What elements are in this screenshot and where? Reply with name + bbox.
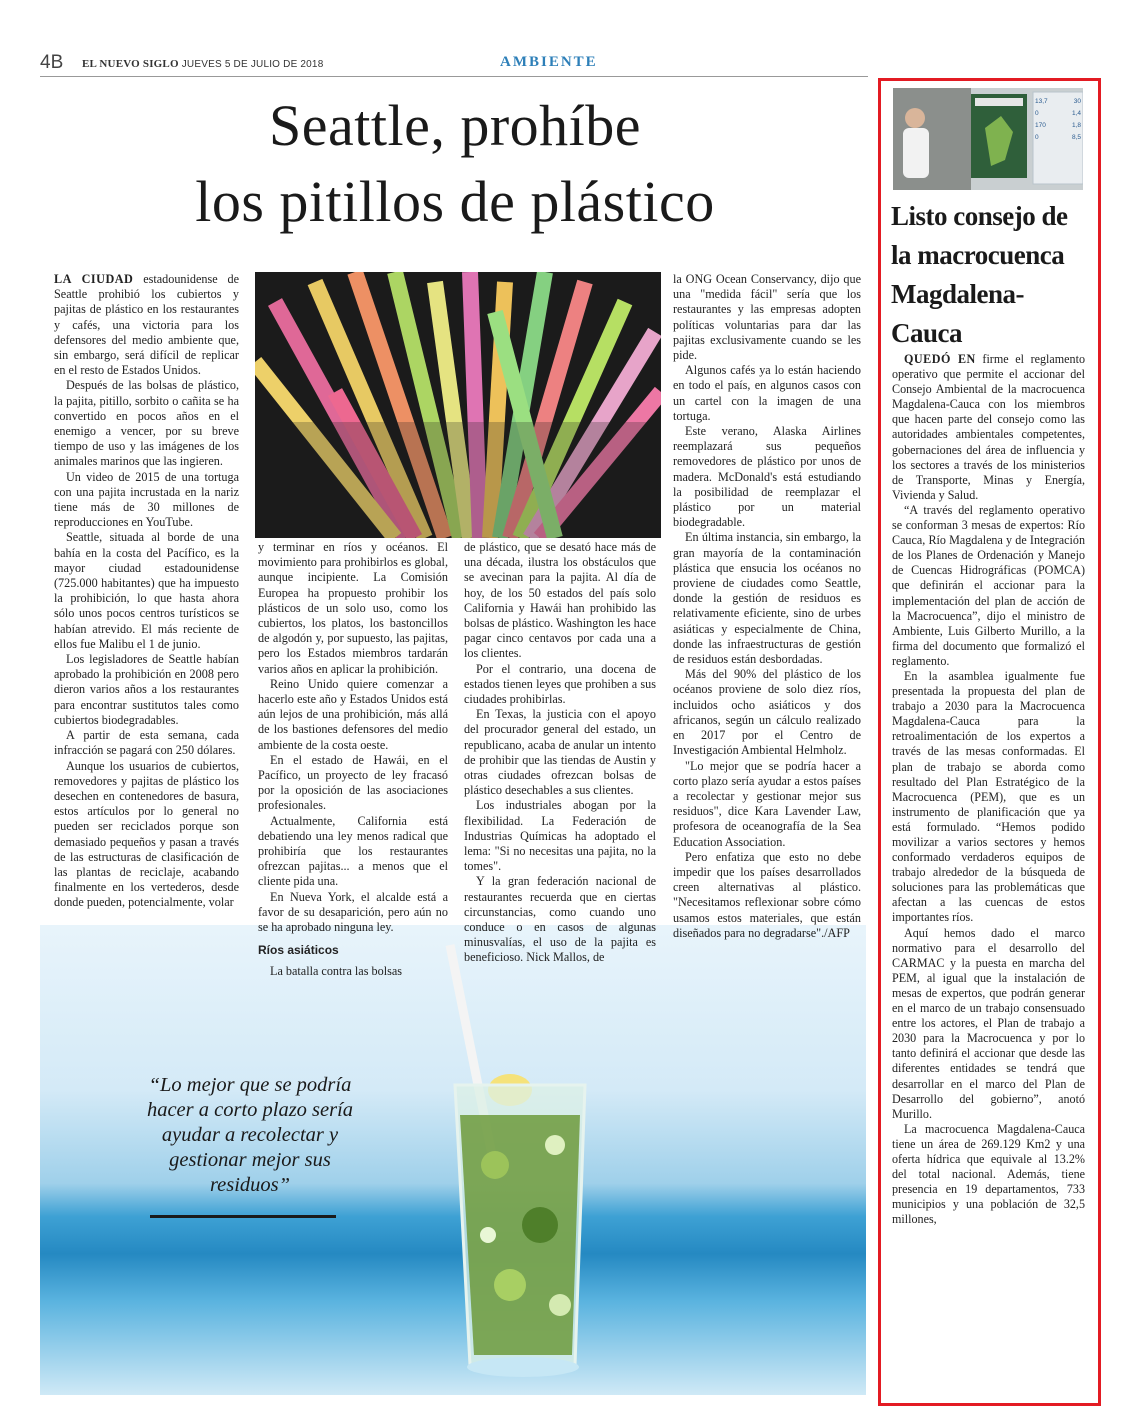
- masthead-rule: [40, 76, 868, 77]
- sidebar-lead-word: QUEDÓ EN: [904, 352, 976, 366]
- article-paragraph: Este verano, Alaska Airlines reemplazará sus pequeños removedores de plástico por unos de madera. McDonald's está estudiando la posibilidad de reemplazar el plástico por un material biodegradable.: [673, 424, 861, 530]
- article-paragraph: Un video de 2015 de una tortuga con una pajita incrustada en la nariz tiene más de 30 millones de reproducciones en YouTube.: [54, 469, 239, 530]
- article-paragraph: En Texas, la justicia con el apoyo del procurador general del estado, un republicano, acaba de anular un intento de prohibir que las tiendas de Austin y otras ciudades ofrezcan bolsas de plástico desechables a sus clientes.: [464, 707, 656, 798]
- article-paragraph: "Lo mejor que se podría hacer a corto plazo sería ayudar a estos países a recolectar y gestionar mejor sus residuos", dice Kara Lavender Law, profesora de oceanografía de la Sea Education Association.: [673, 758, 861, 849]
- article-column-2: [258, 540, 448, 980]
- headline-line-2: los pitillos de plástico: [195, 169, 715, 234]
- article-paragraph: Los legisladores de Seattle habían aprobado la prohibición en 2008 pero dieron varios años a los restaurantes para encontrar sustitutos tales como cubiertos biodegradables.: [54, 652, 239, 727]
- article-paragraph: Seattle, situada al borde de una bahía en la costa del Pacífico, es la mayor ciudad estadounidense (725.000 habitantes) que ha impuesto la prohibición, lo que hasta ahora sólo unos pocos centros turísticos se habían atrevido. El más reciente de ellos fue Malibu el 1 de junio.: [54, 530, 239, 651]
- photo-screen-row: 0 8,5: [1035, 134, 1081, 141]
- masthead: [40, 52, 1100, 74]
- article-paragraph: En el estado de Hawái, en el Pacífico, un proyecto de ley fracasó por la oposición de las asociaciones profesionales.: [258, 752, 448, 813]
- page-number: 4B: [40, 52, 64, 73]
- article-paragraph: Después de las bolsas de plástico, la pajita, pitillo, sorbito o cañita se ha convertido en pocos años en el enemigo a vencer, por su breve tiempo de uso y las imágenes de los animales marinos que las ingieren.: [54, 378, 239, 469]
- article-paragraph: la ONG Ocean Conservancy, dijo que una "medida fácil" sería que los restaurantes y las empresas adopten políticas voluntarias para dar las pajitas exclusivamente cuando se les pide.: [673, 272, 861, 363]
- photo-screen-row: 170 1,8: [1035, 122, 1081, 129]
- sidebar-body: [892, 352, 1085, 1227]
- article-paragraph: y terminar en ríos y océanos. El movimiento para prohibirlos es global, aunque incipiente. La Comisión Europea ha propuesto prohibir los plásticos de un solo uso, como los cubiertos, los platos, los bastoncillos de algodón y, por supuesto, las pajitas, pero los Estados miembros tardarán varios años en aplicar la prohibición.: [258, 540, 448, 676]
- article-subhead: Ríos asiáticos: [258, 943, 339, 958]
- photo-screen-row: 13,7 30: [1035, 98, 1081, 105]
- photo-screen-row: 0 1,4: [1035, 110, 1081, 117]
- article-paragraph: Pero enfatiza que esto no debe impedir que los países desarrollados creen alternativas al plástico. "Necesitamos reflexionar sobre cómo usamos estos materiales, que están diseñados para no degradarse"./AFP: [673, 849, 861, 940]
- section-name: AMBIENTE: [500, 54, 598, 70]
- article-paragraph: Los industriales abogan por la flexibilidad. La Federación de Industrias Químicas ha adoptado el lema: "Si no necesitas una pajita, no la tomes".: [464, 798, 656, 874]
- article-paragraph: Actualmente, California está debatiendo una ley menos radical que prohibiría que los restaurantes ofrezcan pajitas... a menos que el cliente pida una.: [258, 813, 448, 889]
- sidebar-paragraph: La macrocuenca Magdalena-Cauca tiene un área de 269.129 Km2 y una oferta hídrica que equivale al 13.2% del total nacional. Además, tiene presencia en 19 departamentos, 733 municipios y una población de 32,5 millones,: [892, 1121, 1085, 1227]
- article-paragraph: Y la gran federación nacional de restaurantes recuerda que en ciertas circunstancias, como cuando uno conduce o en casos de algunas minusvalías, el uso de la pajita es beneficioso. Nick Mallos, de: [464, 874, 656, 965]
- sidebar-paragraph: QUEDÓ EN firme el reglamento operativo que permite el accionar del Consejo Ambiental de la macrocuenca Magdalena-Cauca con los miembros que hacen parte del consejo como las autoridades ambientales competentes, gobernaciones del área de influencia y los sectores a través de los ministerios de Transporte, Minas y Energía, Vivienda y Salud.: [892, 352, 1085, 502]
- photo-screen-values: [1035, 96, 1081, 144]
- article-paragraph: LA CIUDAD estadounidense de Seattle prohibió los cubiertos y pajitas de plástico en los restaurantes y cafés, una victoria para los defensores del medio ambiente que, sin embargo, será difícil de replicar en el resto de Estados Unidos.: [54, 272, 239, 378]
- article-paragraph: En Nueva York, el alcalde está a favor de su desaparición, pero aún no se ha aprobado ninguna ley.: [258, 889, 448, 935]
- article-paragraph: de plástico, que se desató hace más de una década, ilustra los obstáculos que se avecinan para la pajita. Al día de hoy, de los 50 estados del país solo California y Hawái han prohibido las bolsas de plástico. Washington les hace pagar cinco centavos por cada una a los clientes.: [464, 540, 656, 661]
- sidebar-headline: Listo consejo de la macrocuenca Magdalena-Cauca: [891, 201, 1068, 348]
- main-headline: [60, 88, 850, 240]
- article-paragraph: La batalla contra las bolsas: [270, 964, 402, 979]
- article-lead-word: LA CIUDAD: [54, 272, 134, 286]
- issue-date: JUEVES 5 DE JULIO DE 2018: [181, 59, 324, 70]
- article-paragraph: Algunos cafés ya lo están haciendo en todo el país, en algunos casos con un cartel con la imagen de una tortuga.: [673, 363, 861, 423]
- headline-line-1: Seattle, prohíbe: [268, 93, 641, 158]
- sidebar-paragraph: “A través del reglamento operativo se conforman 3 mesas de expertos: Río Cauca, Río Magdalena y de Integración de los Planes de Ordenación y Manejo de Cuencas Hidrográficas (POMCA) que definirán el accionar para la implementación del plan de acción de la Macrocuenca”, dijo el ministro de Ambiente, Luis Gilberto Murillo, a la firma del documento que formalizó el reglamento.: [892, 502, 1085, 668]
- article-paragraph: Reino Unido quiere comenzar a hacerlo este año y Estados Unidos está aún lejos de una prohibición, más allá de los bastiones defensores del medio ambiente de la costa oeste.: [258, 676, 448, 752]
- article-paragraph: Más del 90% del plástico de los océanos proviene de solo diez ríos, incluidos ocho asiáticos y dos africanos, según un cálculo realizado en 2017 por el Centro de Investigación Ambiental Helmholz.: [673, 667, 861, 758]
- straws-photo: [255, 272, 661, 538]
- pull-quote-rule: [150, 1215, 336, 1218]
- article-paragraph: Por el contrario, una docena de estados tienen leyes que prohiben a sus ciudades prohibirlas.: [464, 661, 656, 707]
- sidebar-photo: [893, 88, 1083, 190]
- paper-name: EL NUEVO SIGLO JUEVES 5 DE JULIO DE 2018: [82, 58, 324, 70]
- pull-quote: “Lo mejor que se podría hacer a corto plazo sería ayudar a recolectar y gestionar mejor sus residuos”: [146, 1074, 354, 1196]
- article-column-4: [673, 272, 861, 941]
- article-paragraph: En última instancia, sin embargo, la gran mayoría de la contaminación plástica que ensucia los océanos no proviene de ciudades como Seattle, donde la gestión de residuos es relativamente eficiente, sino de urbes asiáticas y especialmente de China, donde las infraestructuras de gestión de residuos están desbordadas.: [673, 530, 861, 667]
- article-paragraph: Aunque los usuarios de cubiertos, removedores y pajitas de plástico los desechen en contenedores de basura, estos artículos por lo general no pueden ser reciclados porque son demasiado pequeños y pasan a través de las estructuras de clasificación de las plantas de reciclaje, acabando finalmente en los vertederos, desde donde pueden, potencialmente, volar: [54, 758, 239, 910]
- article-column-3: [464, 540, 656, 966]
- sidebar-paragraph: En la asamblea igualmente fue presentada la propuesta del plan de trabajo a 2030 para la Macrocuenca Magdalena-Cauca para la retroalimentación de los expertos a través de las mesas conformadas. El plan de trabajo se aborda como resultado del Plan Estratégico de la Macrocuenca (PEM), que es un instrumento de planificación que ya está formulado. “Hemos podido movilizar a varios sectores y hemos conformado verdaderos equipos de trabajo alrededor de la búsqueda de soluciones para las problemáticas que afectan a las cuencas de estos importantes ríos.: [892, 668, 1085, 925]
- article-paragraph: A partir de esta semana, cada infracción se pagará con 250 dólares.: [54, 728, 239, 758]
- article-column-1: [54, 272, 239, 911]
- straws-icon: [255, 272, 661, 538]
- sidebar-paragraph: Aquí hemos dado el marco normativo para el desarrollo del CARMAC y la puesta en marcha del PEM, al igual que la instalación de mesas de expertos, que podrán generar en el marco de un trabajo consensuado entre los actores, el Plan de trabajo a 2030 para la Macrocuenca y por lo tanto definirá el accionar que desde las diferentes entidades se tendrá que desarrollar en el marco del Plan de Desarrollo del gobierno”, anotó Murillo.: [892, 925, 1085, 1121]
